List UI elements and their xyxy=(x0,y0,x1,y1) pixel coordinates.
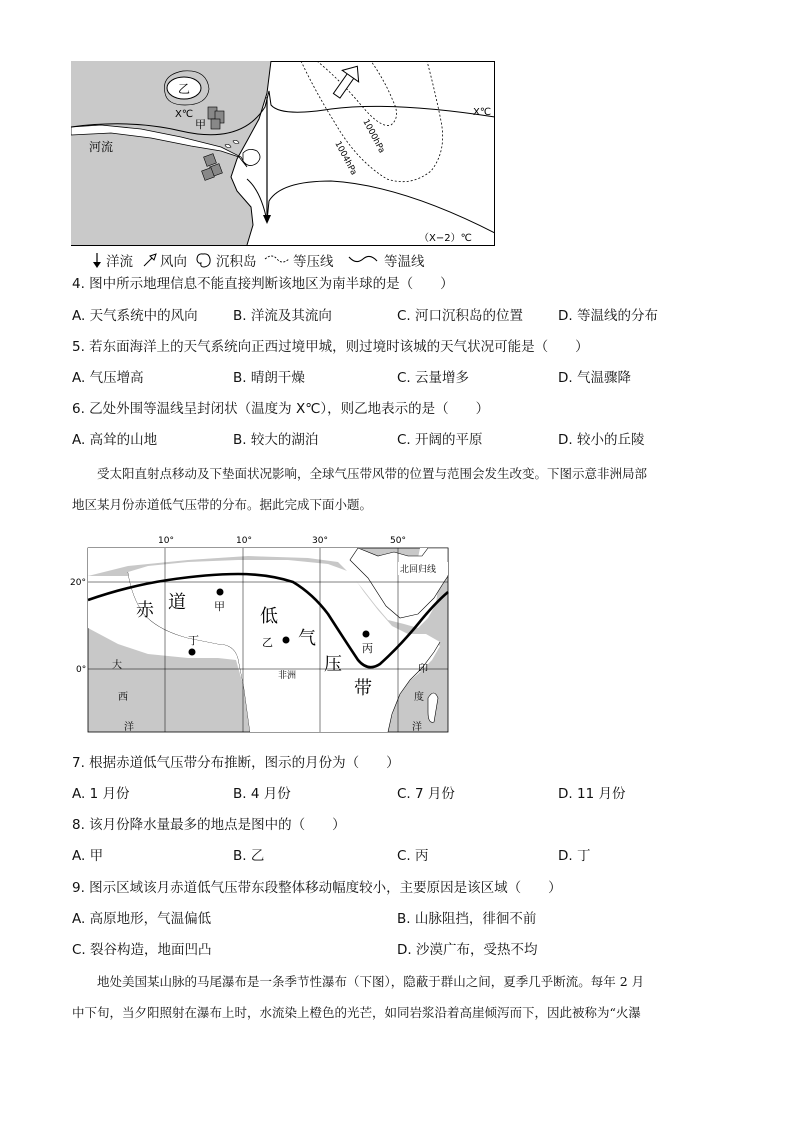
lon-label-3: 30° xyxy=(312,536,328,546)
q5-option-b[interactable]: B. 晴朗干燥 xyxy=(233,370,305,386)
belt-char-dao: 道 xyxy=(168,592,186,613)
belt-char-dai: 带 xyxy=(354,678,372,699)
q4-option-c[interactable]: C. 河口沉积岛的位置 xyxy=(397,308,524,324)
label-1004hpa: 1004hPa xyxy=(332,139,359,178)
q9-option-c[interactable]: C. 裂谷构造，地面凹凸 xyxy=(72,942,212,958)
island-icon xyxy=(194,251,214,269)
lat-label-20: 20° xyxy=(70,578,86,588)
atlantic-1: 大 xyxy=(112,660,122,671)
question-5: 5. 若东面海洋上的天气系统向正西过境甲城，则过境时该城的天气状况可能是（ ） xyxy=(72,339,589,355)
q4-option-a[interactable]: A. 天气系统中的风向 xyxy=(72,308,198,324)
q6-option-a[interactable]: A. 高耸的山地 xyxy=(72,432,158,448)
lon-label-4: 50° xyxy=(390,536,406,546)
map-legend xyxy=(72,250,502,272)
q9-option-b[interactable]: B. 山脉阻挡，徘徊不前 xyxy=(397,911,537,927)
question-8: 8. 该月份降水量最多的地点是图中的（ ） xyxy=(72,817,346,833)
q7-option-b[interactable]: B. 4 月份 xyxy=(233,786,291,802)
q8-option-a[interactable]: A. 甲 xyxy=(72,848,104,864)
label-1000hpa: 1000hPa xyxy=(360,117,387,156)
q9-option-a[interactable]: A. 高原地形，气温偏低 xyxy=(72,911,212,927)
q4-option-d[interactable]: D. 等温线的分布 xyxy=(558,308,658,324)
label-x-right: X℃ xyxy=(473,107,492,118)
question-6: 6. 乙处外围等温线呈封闭状（温度为 X℃），则乙地表示的是（ ） xyxy=(72,401,490,417)
q5-option-a[interactable]: A. 气压增高 xyxy=(72,370,144,386)
legend-isotherm: 等温线 xyxy=(348,250,425,270)
indian-2: 度 xyxy=(414,692,424,703)
q6-option-c[interactable]: C. 开阔的平原 xyxy=(397,432,483,448)
label-x-left: X℃ xyxy=(175,109,194,120)
lon-label-1: 10° xyxy=(158,536,174,546)
q8-option-c[interactable]: C. 丙 xyxy=(397,848,429,864)
legend-current: 洋流 xyxy=(92,250,133,270)
passage-2: 地处美国某山脉的马尾瀑布是一条季节性瀑布（下图），隐蔽于群山之间，夏季几乎断流。每年 2 月 中下旬，当夕阳照射在瀑布上时，水流染上橙色的光芒，如同岩浆沿着高崖倾泻而下，因此被称为“火瀑 xyxy=(72,974,645,1020)
label-river: 河流 xyxy=(89,140,114,154)
q9-option-d[interactable]: D. 沙漠广布，受热不均 xyxy=(397,942,538,958)
indian-1: 印 xyxy=(418,664,428,675)
legend-wind: 风向 xyxy=(142,250,187,270)
question-4: 4. 图中所示地理信息不能直接判断该地区为南半球的是（ ） xyxy=(72,276,454,292)
question-7: 7. 根据赤道低气压带分布推断，图示的月份为（ ） xyxy=(72,755,400,771)
africa-pressure-belt-map xyxy=(70,532,450,734)
q5-option-d[interactable]: D. 气温骤降 xyxy=(558,370,631,386)
legend-isobar: 等压线 xyxy=(264,250,334,270)
label-africa: 非洲 xyxy=(278,671,297,681)
belt-char-qi: 气 xyxy=(298,628,316,649)
q7-option-c[interactable]: C. 7 月份 xyxy=(397,786,455,802)
legend-island: 沉积岛 xyxy=(194,250,257,270)
q4-option-b[interactable]: B. 洋流及其流向 xyxy=(233,308,332,324)
belt-char-ya: 压 xyxy=(324,654,342,675)
belt-char-chi: 赤 xyxy=(136,600,154,621)
q7-option-d[interactable]: D. 11 月份 xyxy=(558,786,626,802)
label-jia: 甲 xyxy=(195,118,206,131)
q7-option-a[interactable]: A. 1 月份 xyxy=(72,786,130,802)
isobar-icon xyxy=(264,253,290,267)
isotherm-icon xyxy=(348,253,378,267)
label-yi: 乙 xyxy=(178,82,191,96)
q6-option-b[interactable]: B. 较大的湖泊 xyxy=(233,432,319,448)
label-jia: 甲 xyxy=(214,600,225,613)
point-bing xyxy=(363,631,370,638)
q8-option-d[interactable]: D. 丁 xyxy=(558,848,591,864)
down-arrow-icon xyxy=(92,252,102,268)
label-ding: 丁 xyxy=(188,634,199,647)
label-x2: （X−2）℃ xyxy=(419,233,472,244)
label-bing: 丙 xyxy=(362,642,373,655)
lat-label-0: 0° xyxy=(76,665,87,675)
point-ding xyxy=(189,649,196,656)
belt-char-di: 低 xyxy=(260,606,278,627)
lon-label-2: 10° xyxy=(236,536,252,546)
point-yi xyxy=(283,637,290,644)
passage-1: 受太阳直射点移动及下垫面状况影响，全球气压带风带的位置与范围会发生改变。下图示意非洲局部 地区某月份赤道低气压带的分布。据此完成下面小题。 xyxy=(72,466,648,512)
q8-option-b[interactable]: B. 乙 xyxy=(233,848,265,864)
point-jia xyxy=(217,589,224,596)
weather-system-map xyxy=(71,61,495,246)
indian-3: 洋 xyxy=(412,722,422,733)
label-yi: 乙 xyxy=(262,636,273,649)
question-9: 9. 图示区域该月赤道低气压带东段整体移动幅度较小，主要原因是该区域（ ） xyxy=(72,880,562,896)
atlantic-3: 洋 xyxy=(124,722,134,733)
q5-option-c[interactable]: C. 云量增多 xyxy=(397,370,470,386)
q6-option-d[interactable]: D. 较小的丘陵 xyxy=(558,432,645,448)
wind-arrow-icon xyxy=(142,252,158,268)
tropic-label: 北回归线 xyxy=(400,565,437,575)
atlantic-2: 西 xyxy=(118,692,128,703)
